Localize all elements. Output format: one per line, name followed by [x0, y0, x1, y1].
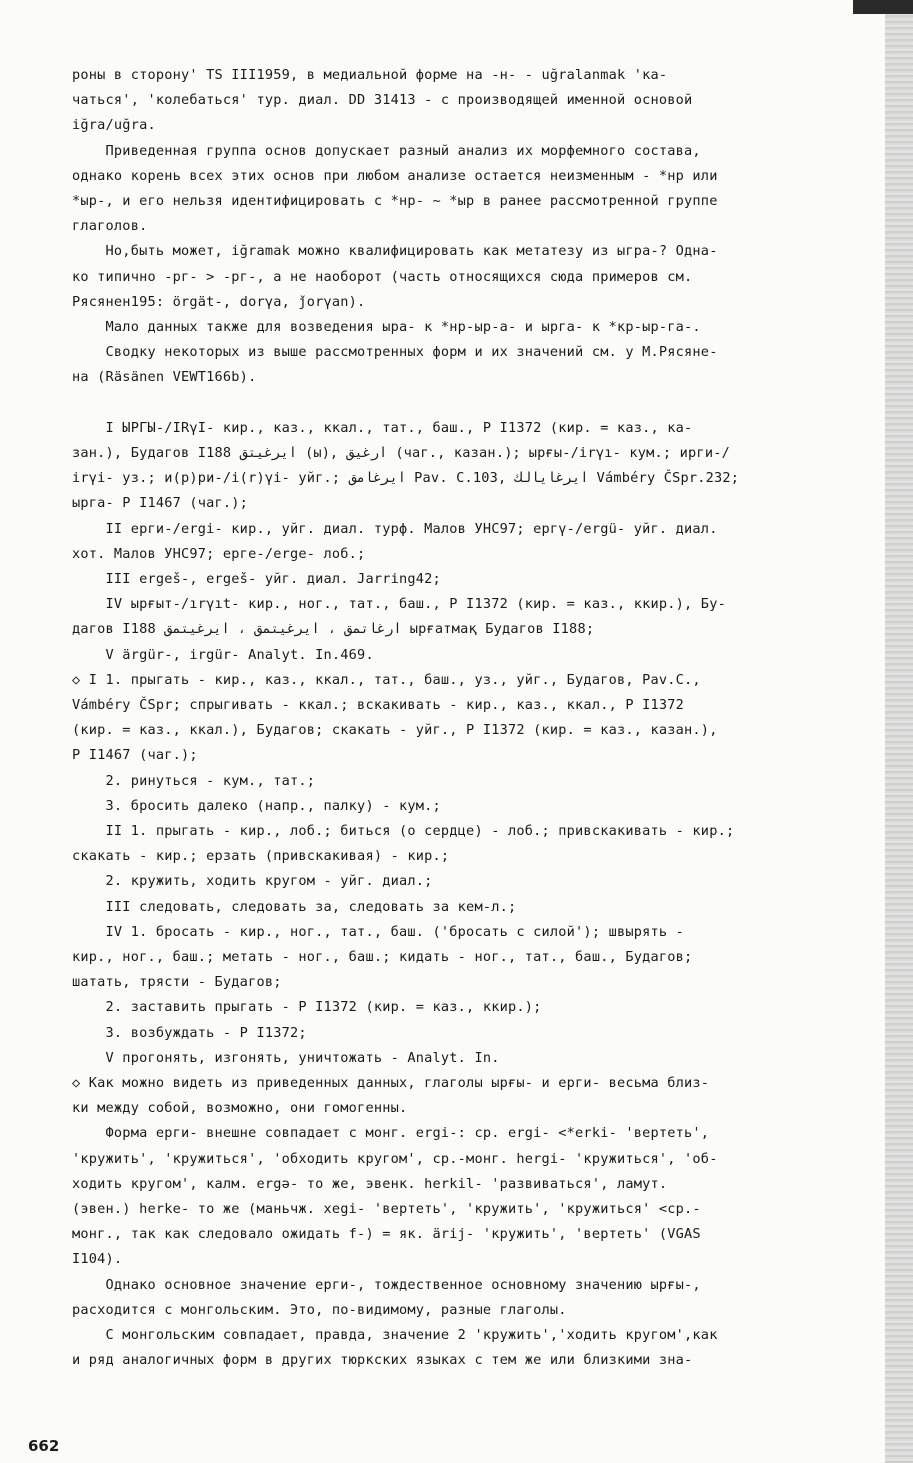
text-line: III следовать, следовать за, следовать за кем-л.; [72, 898, 517, 915]
text-line: роны в сторону' TS III1959, в медиальной форме на -н- - uğralanmak 'ка- [72, 67, 668, 83]
text-line: монг., так как следовало ожидать f-) = як. ärij- 'кружить', 'вертеть' (VGAS [72, 1226, 701, 1243]
text-line: шатать, трясти - Будагов; [72, 974, 282, 991]
text-line: ки между собой, возможно, они гомогенны. [72, 1100, 408, 1117]
text-line: 'кружить', 'кружиться', 'обходить кругом', ср.-монг. hergi- 'кружиться', 'об- [72, 1150, 718, 1167]
text-line: на (Räsänen VEWT166b). [72, 369, 257, 386]
text-line: ◇ I 1. прыгать - кир., каз., ккал., тат., баш., уз., уйг., Будагов, Pav.C., [72, 671, 701, 688]
text-line: 3. бросить далеко (напр., палку) - кум.; [72, 797, 441, 814]
text-line: хот. Малов УНС97; ерге-/erge- лоб.; [72, 545, 366, 562]
text-line: 2. кружить, ходить кругом - уйг. диал.; [72, 873, 433, 890]
text-line: С монгольским совпадает, правда, значение 2 'кружить','ходить кругом',как [72, 1327, 718, 1343]
text-line: (кир. = каз., ккал.), Будагов; скакать - уйг., Р I1372 (кир. = каз., казан.), [72, 722, 718, 739]
text-line: II 1. прыгать - кир., лоб.; биться (о сердце) - лоб.; привскакивать - кир.; [72, 823, 735, 839]
text-line: Рясянен195: örgät-, dorγa, ǰorγan). [72, 293, 366, 310]
text-line: Приведенная группа основ допускает разный анализ их морфемного состава, [72, 142, 701, 159]
text-line: 2. ринуться - кум., тат.; [72, 772, 316, 789]
text-line: Сводку некоторых из выше рассмотренных форм и их значений см. у М.Рясяне- [72, 344, 718, 361]
text-line: дагов I188 ارغاتمق ، ايرغيتمق ، ايرغيتمق ырғатмақ Будагов I188; [72, 621, 595, 638]
text-line: V прогонять, изгонять, уничтожать - Analyt. In. [72, 1049, 500, 1066]
text-line: 2. заставить прыгать - Р I1372 (кир. = каз., ккир.); [72, 999, 542, 1016]
page-corner-mark [853, 0, 913, 14]
text-line: (эвен.) herke- то же (маньчж. xegi- 'вертеть', 'кружить', 'кружиться' <ср.- [72, 1201, 701, 1217]
text-line: irγi- уз.; и(р)ри-/i(r)γi- уйг.; ايرغامق Pav. C.103, ايرغايالك Vámbéry ČSpr.232; [72, 470, 740, 487]
text-line: Р I1467 (чаг.); [72, 747, 198, 764]
text-line: скакать - кир.; ерзать (привскакивая) - кир.; [72, 848, 450, 865]
text-line: IV ырғыт-/ırγıt- кир., ног., тат., баш., Р I1372 (кир. = каз., ккир.), Бу- [72, 596, 726, 613]
text-line: кир., ног., баш.; метать - ног., баш.; кидать - ног., тат., баш., Будагов; [72, 949, 693, 965]
text-line: 3. возбуждать - Р I1372; [72, 1024, 307, 1041]
text-line: ◇ Как можно видеть из приведенных данных, глаголы ырғы- и ерги- весьма близ- [72, 1075, 710, 1091]
text-line: II ерги-/ergi- кир., уйг. диал. турф. Малов УНС97; ергү-/ergü- уйг. диал. [72, 520, 718, 537]
text-line: V ärgür-, irgür- Analyt. In.469. [72, 646, 374, 663]
text-line: Форма ерги- внешне совпадает с монг. ergi-: ср. ergi- <*erki- 'вертеть', [72, 1125, 710, 1142]
text-line: однако корень всех этих основ при любом анализе остается неизменным - *нр или [72, 167, 718, 184]
text-line: Мало данных также для возведения ыра- к *нр-ыр-а- и ырга- к *кр-ыр-га-. [72, 319, 701, 335]
text-line: чаться', 'колебаться' тур. диал. DD 31413 - с производящей именной основой [72, 92, 693, 109]
text-line: Vámbéry ČSpr; спрыгивать - ккал.; вскакивать - кир., каз., ккал., Р I1372 [72, 697, 685, 713]
text-line: I104). [72, 1251, 123, 1268]
text-line: ко типично -рг- > -рг-, а не наоборот (часть относящихся сюда примеров см. [72, 268, 693, 285]
text-line: и ряд аналогичных форм в других тюркских языках с тем же или близкими зна- [72, 1352, 693, 1369]
text-line: ходить кругом', калм. ergə- то же, эвенк. herkil- 'развиваться', ламут. [72, 1175, 668, 1192]
text-line: III ergeš-, ergeš- уйг. диал. Jarring42; [72, 571, 441, 587]
text-line: расходится с монгольским. Это, по-видимому, разные глаголы. [72, 1301, 567, 1318]
page-edge-shadow [885, 0, 913, 1463]
text-line: Но,быть может, iğramak можно квалифицировать как метатезу из ыгра-? Одна- [72, 243, 718, 260]
text-line: ырга- Р I1467 (чаг.); [72, 495, 249, 512]
text-line: Однако основное значение ерги-, тождественное основному значению ырғы-, [72, 1276, 701, 1293]
text-line: глаголов. [72, 218, 148, 235]
text-line: *ыр-, и его нельзя идентифицировать с *нр- ~ *ыр в ранее рассмотренной группе [72, 193, 718, 209]
text-line: iğra/uğra. [72, 117, 156, 134]
text-line: I ЫРГЫ-/IRγI- кир., каз., ккал., тат., баш., Р I1372 (кир. = каз., ка- [72, 419, 693, 436]
text-line: зан.), Будагов I188 ايرغيتق (ы), ارغيق (чаг., казан.); ырғы-/irγı- кум.; ирги-/ [72, 445, 730, 461]
page-number: 662 [28, 1437, 60, 1455]
text-line: IV 1. бросать - кир., ног., тат., баш. ('бросать с силой'); швырять - [72, 923, 685, 940]
